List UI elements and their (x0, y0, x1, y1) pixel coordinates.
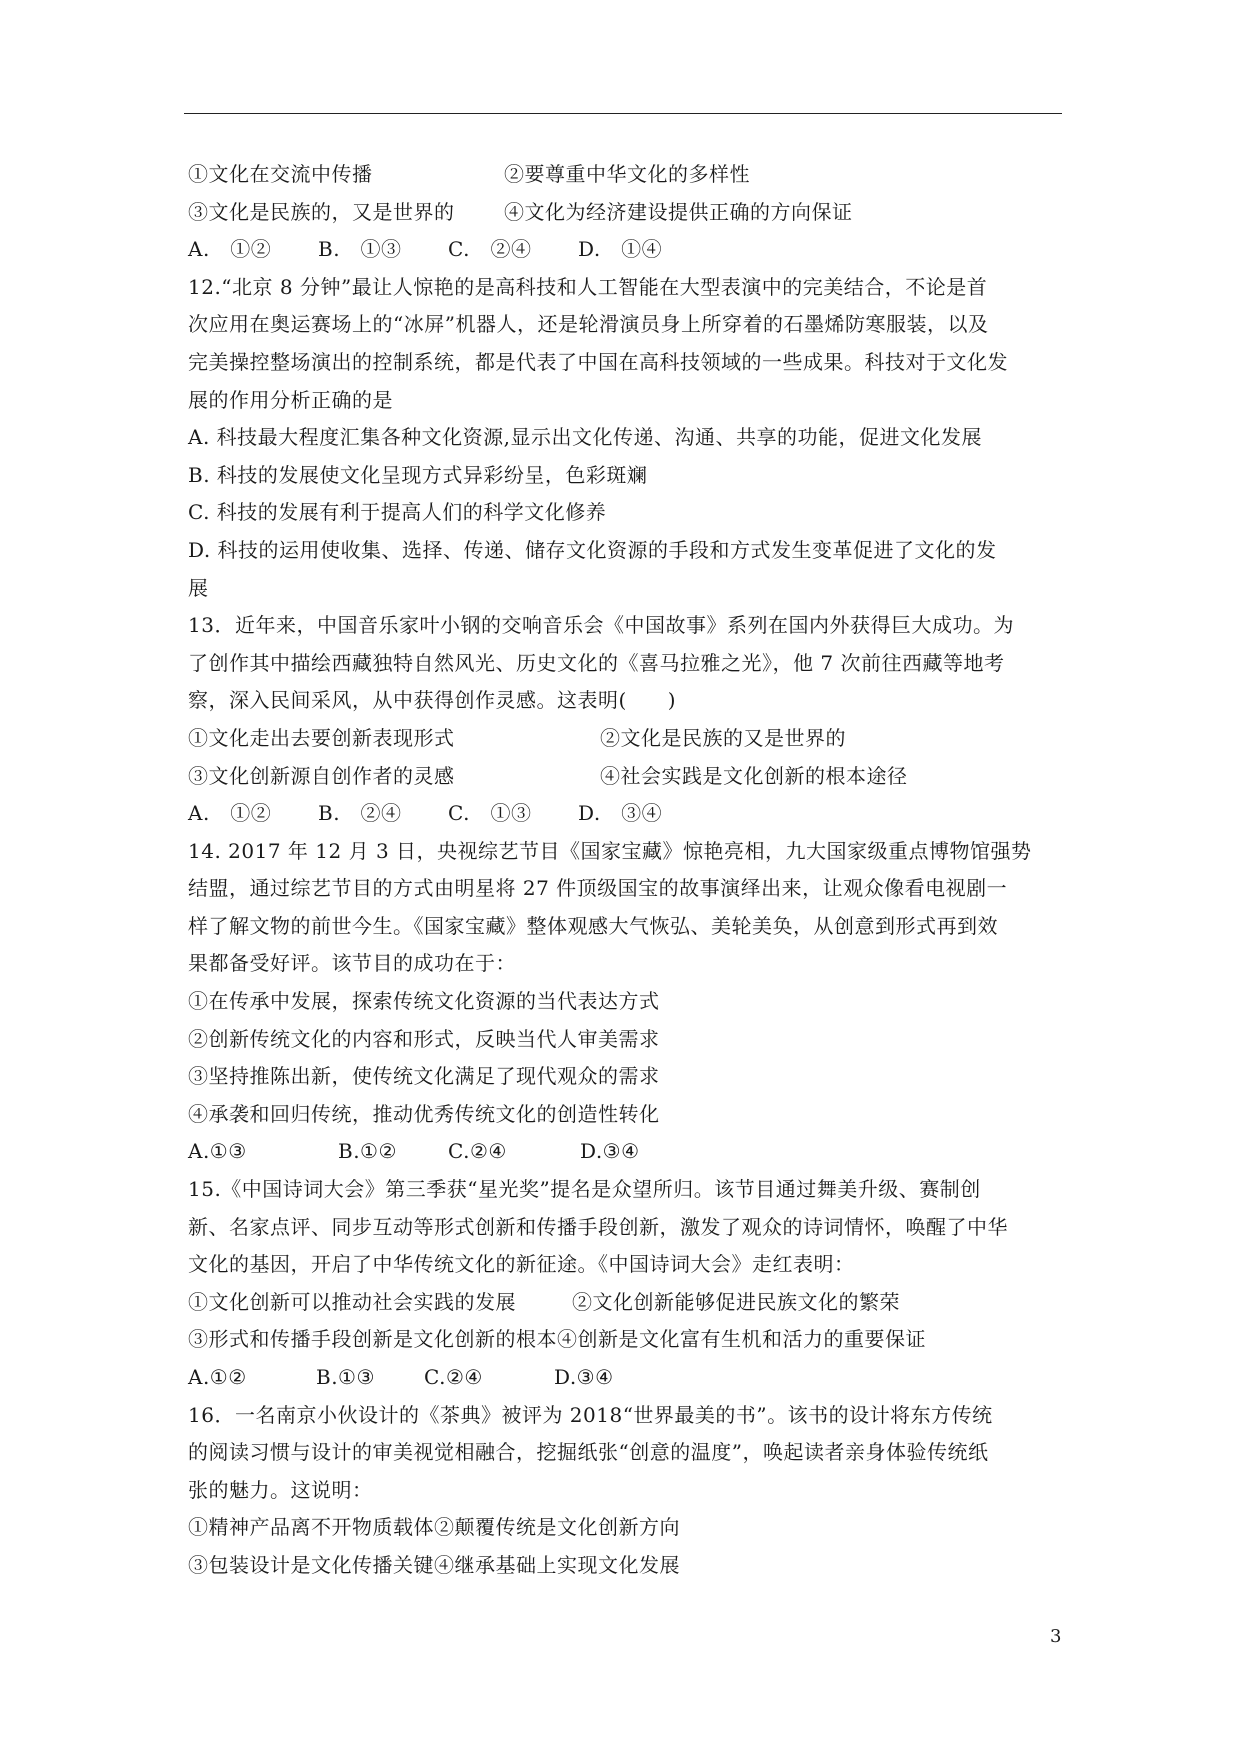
q14-option-4: ④承袭和回归传统，推动优秀传统文化的创造性转化 (188, 1101, 660, 1126)
q14-stem-line: 样了解文物的前世今生。《国家宝藏》整体观感大气恢弘、美轮美奂，从创意到形式再到效 (188, 913, 998, 938)
q11-option-2: ②要尊重中华文化的多样性 (504, 162, 750, 186)
q15-answer-d: D.③④ (554, 1365, 614, 1389)
page-number: 3 (1050, 1626, 1062, 1647)
q12-option-b: B. 科技的发展使文化呈现方式异彩纷呈，色彩斑斓 (188, 462, 648, 487)
q11-option-row-1 (188, 156, 1060, 194)
q12-stem-line: 次应用在奥运赛场上的“冰屏”机器人，还是轮滑演员身上所穿着的石墨烯防寒服装，以及 (188, 312, 989, 337)
q16-stem-line: 16．一名南京小伙设计的《茶典》被评为 2018“世界最美的书”。该书的设计将东方传统 (188, 1402, 993, 1427)
q15-stem-line: 新、名家点评、同步互动等形式创新和传播手段创新，激发了观众的诗词情怀，唤醒了中华 (188, 1214, 1008, 1239)
q14-stem-line: 果都备受好评。该节目的成功在于： (188, 951, 516, 976)
q12-stem-line: 12.“北京 8 分钟”最让人惊艳的是高科技和人工智能在大型表演中的完美结合，不论是首 (188, 274, 988, 299)
q14-option-2: ②创新传统文化的内容和形式，反映当代人审美需求 (188, 1026, 660, 1051)
q12-option-d: D. 科技的运用使收集、选择、传递、储存文化资源的手段和方式发生变革促进了文化的发 (188, 537, 997, 562)
q15-stem-line: 文化的基因，开启了中华传统文化的新征途。《中国诗词大会》走红表明： (188, 1252, 855, 1277)
q13-answer-a: A. ①② (188, 801, 272, 826)
q11-option-3: ③文化是民族的，又是世界的 (188, 199, 455, 224)
q13-option-4: ④社会实践是文化创新的根本途径 (600, 763, 908, 788)
q11-answer-c: C. ②④ (448, 237, 532, 262)
header-rule (184, 113, 1062, 114)
q13-answer-b: B. ②④ (318, 801, 402, 826)
q11-answer-row (188, 231, 1060, 269)
q15-stem-line: 15.《中国诗词大会》第三季获“星光奖”提名是众望所归。该节目通过舞美升级、赛制创 (188, 1177, 981, 1202)
q15-answer-c: C.②④ (424, 1365, 483, 1389)
q13-option-3: ③文化创新源自创作者的灵感 (188, 763, 455, 788)
q14-answer-b: B.①② (338, 1139, 397, 1164)
q13-option-1: ①文化走出去要创新表现形式 (188, 725, 455, 750)
q14-answer-row (188, 1133, 1060, 1171)
q15-answer-row (188, 1359, 1060, 1397)
q12-option-c: C. 科技的发展有利于提高人们的科学文化修养 (188, 500, 607, 525)
q11-option-4: ④文化为经济建设提供正确的方向保证 (504, 199, 853, 224)
q12-stem-line: 展的作用分析正确的是 (188, 387, 393, 412)
q14-option-3: ③坚持推陈出新，使传统文化满足了现代观众的需求 (188, 1064, 660, 1089)
q13-answer-c: C. ①③ (448, 801, 532, 826)
q13-option-row-1 (188, 720, 1060, 758)
q15-answer-b: B.①③ (316, 1365, 375, 1389)
q11-option-row-2 (188, 194, 1060, 232)
q11-answer-d: D. ①④ (578, 237, 663, 262)
q16-option-row-2: ③包装设计是文化传播关键④继承基础上实现文化发展 (188, 1552, 680, 1577)
q13-answer-row (188, 795, 1060, 833)
q11-answer-a: A. ①② (188, 237, 272, 262)
q11-option-1: ①文化在交流中传播 (188, 162, 373, 186)
q11-answer-b: B. ①③ (318, 237, 402, 262)
q15-option-1: ①文化创新可以推动社会实践的发展 (188, 1289, 516, 1314)
q14-stem-line: 14. 2017 年 12 月 3 日，央视综艺节目《国家宝藏》惊艳亮相，九大国家级重点博物馆强势 (188, 838, 1032, 863)
page-content (188, 156, 1060, 1585)
q15-option-2: ②文化创新能够促进民族文化的繁荣 (572, 1289, 900, 1314)
q13-stem-line: 13．近年来，中国音乐家叶小钢的交响音乐会《中国故事》系列在国内外获得巨大成功。为 (188, 613, 1014, 638)
q14-answer-c: C.②④ (448, 1139, 507, 1164)
q13-option-row-2 (188, 758, 1060, 796)
q12-option-a: A. 科技最大程度汇集各种文化资源,显示出文化传递、沟通、共享的功能，促进文化发展 (188, 425, 983, 450)
q15-option-row-1 (188, 1284, 1060, 1322)
q14-stem-line: 结盟，通过综艺节目的方式由明星将 27 件顶级国宝的故事演绎出来，让观众像看电视剧一 (188, 876, 1008, 901)
q13-stem-line: 察，深入民间采风，从中获得创作灵感。这表明( ) (188, 688, 677, 713)
q15-answer-a: A.①② (188, 1365, 247, 1389)
q16-stem-line: 张的魅力。这说明： (188, 1477, 373, 1502)
q16-option-row-1: ①精神产品离不开物质载体②颠覆传统是文化创新方向 (188, 1515, 680, 1540)
q12-option-d-cont: 展 (188, 575, 209, 600)
q15-option-row-2: ③形式和传播手段创新是文化创新的根本④创新是文化富有生机和活力的重要保证 (188, 1327, 926, 1352)
q12-stem-line: 完美操控整场演出的控制系统，都是代表了中国在高科技领域的一些成果。科技对于文化发 (188, 349, 1008, 374)
q13-option-2: ②文化是民族的又是世界的 (600, 725, 846, 750)
q14-answer-a: A.①③ (188, 1139, 247, 1164)
q16-stem-line: 的阅读习惯与设计的审美视觉相融合，挖掘纸张“创意的温度”，唤起读者亲身体验传统纸 (188, 1440, 989, 1465)
q14-answer-d: D.③④ (580, 1139, 640, 1164)
q13-stem-line: 了创作其中描绘西藏独特自然风光、历史文化的《喜马拉雅之光》，他 7 次前往西藏等地考 (188, 650, 1005, 675)
q14-option-1: ①在传承中发展，探索传统文化资源的当代表达方式 (188, 989, 660, 1014)
q13-answer-d: D. ③④ (578, 801, 663, 826)
